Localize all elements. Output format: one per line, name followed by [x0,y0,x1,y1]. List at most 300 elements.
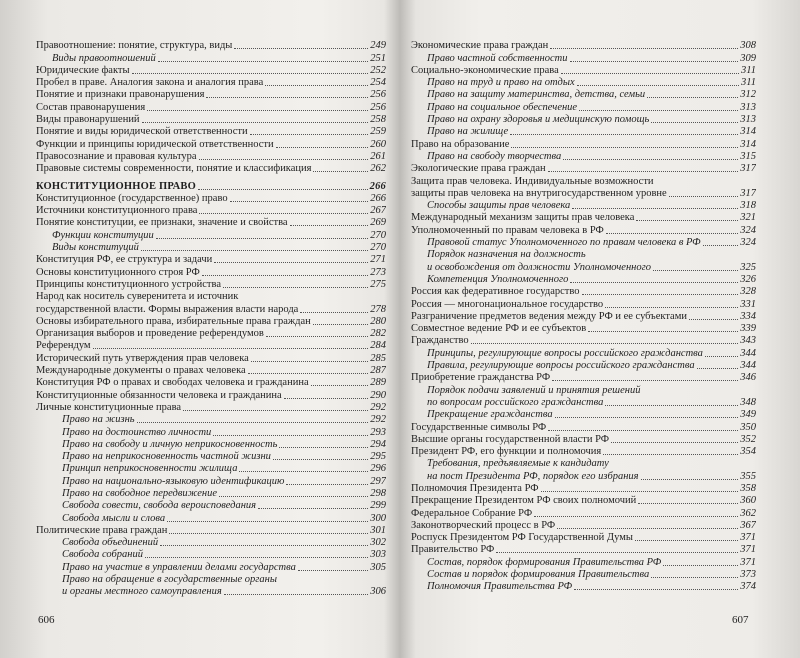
toc-entry [411,483,756,495]
toc-entry [411,298,756,310]
toc-entry-title: Понятие и виды юридической ответственности [36,126,248,138]
toc-entry-title: Федеральное Собрание РФ [411,507,533,519]
toc-entry [36,328,386,340]
toc-entry-page: 312 [740,89,756,101]
toc-leader-dots [582,294,739,295]
toc-entry-page: 371 [740,532,756,544]
toc-leader-dots [548,171,739,172]
toc-entry-title: Принципы конституционного устройства [36,278,221,290]
toc-entry [411,52,756,64]
toc-entry-title: Право на охрану здоровья и медицинскую помощь [427,114,650,126]
toc-entry [411,101,756,113]
toc-entry [36,40,386,52]
toc-entry-page: 299 [370,500,386,512]
toc-entry-title: Экономические права граждан [411,40,549,52]
toc-entry-page: 256 [370,89,386,101]
toc-entry-title: Полномочия Правительства РФ [427,581,573,593]
toc-leader-dots [265,85,368,86]
toc-leader-dots [635,540,738,541]
left-page-number: 606 [38,614,55,626]
toc-entry [36,254,386,266]
toc-entry-title: Россия — многонациональное государство [411,298,604,310]
toc-entry-title: Социально-экономические права [411,64,559,76]
toc-entry-title: Требования, предъявляемые к кандидату [427,458,609,470]
toc-leader-dots [132,73,369,74]
toc-entry [36,266,386,278]
toc-entry [411,237,756,249]
toc-entry-title: Состав и порядок формирования Правительства [427,569,650,581]
toc-entry-page: 324 [740,224,756,236]
toc-entry-title: Пробел в праве. Аналогия закона и аналогия права [36,77,264,89]
toc-entry [36,52,386,64]
toc-entry [36,402,386,414]
toc-entry [411,458,756,470]
toc-entry-title: Состав правонарушения [36,101,146,113]
toc-entry [411,421,756,433]
toc-entry [411,89,756,101]
toc-entry-title: Право на обращение в государственные органы [62,574,277,586]
toc-leader-dots [313,324,368,325]
toc-entry-title: Приобретение гражданства РФ [411,372,551,384]
toc-entry-page: 301 [370,524,386,536]
toc-leader-dots [611,442,738,443]
toc-entry-page: 303 [370,549,386,561]
toc-entry-page: 334 [740,310,756,322]
toc-leader-dots [167,521,368,522]
toc-entry-title: Источники конституционного права [36,205,198,217]
toc-entry-title: Право на свободу и личную неприкосновенность [62,438,278,450]
toc-entry-title: Международный механизм защиты прав человека [411,212,635,224]
toc-entry-title: Прекращение Президентом РФ своих полномочий [411,495,637,507]
toc-entry [411,261,756,273]
toc-leader-dots [496,552,738,553]
toc-entry [411,126,756,138]
toc-entry-title: Виды правоотношений [52,52,156,64]
toc-leader-dots [548,430,738,431]
toc-entry-page: 367 [740,519,756,531]
toc-leader-dots [605,307,738,308]
toc-entry-page: 358 [740,482,756,494]
toc-entry-title: Личные конституционные права [36,401,182,413]
toc-leader-dots [206,97,368,98]
toc-entry [36,229,386,241]
toc-entry-title: Высшие органы государственной власти РФ [411,433,610,445]
toc-entry-title: Исторический путь утверждения прав человека [36,352,249,364]
toc-entry-title: Правовой статус Уполномоченного по правам человека в РФ [427,237,701,249]
toc-entry [36,439,386,451]
toc-leader-dots [641,479,739,480]
toc-entry-title: Правоотношение: понятие, структура, виды [36,40,233,52]
toc-entry [411,532,756,544]
toc-leader-dots [202,275,369,276]
toc-entry-page: 343 [740,335,756,347]
toc-entry [411,544,756,556]
toc-entry-page: 344 [740,360,756,372]
toc-entry [411,409,756,421]
toc-entry-title: Право на образование [411,138,510,150]
toc-leader-dots [156,238,368,239]
toc-entry-title: Гражданство [411,335,469,347]
toc-entry-page: 317 [740,163,756,175]
toc-entry [36,114,386,126]
toc-entry-page: 302 [370,537,386,549]
toc-entry-page: 284 [370,340,386,352]
toc-entry [411,507,756,519]
toc-leader-dots [219,496,368,497]
toc-entry [411,175,756,187]
toc-leader-dots [258,508,368,509]
toc-entry-page: 308 [740,40,756,52]
toc-leader-dots [279,447,368,448]
toc-entry [36,586,386,598]
toc-entry-page: 280 [370,315,386,327]
toc-entry-title: Конституция РФ о правах и свободах человека и гражданина [36,377,309,389]
toc-entry-page: 350 [740,421,756,433]
toc-entry-title: Народ как носитель суверенитета и источник [36,291,239,303]
toc-leader-dots [239,471,368,472]
toc-entry-page: 324 [740,237,756,249]
toc-entry [411,40,756,52]
toc-entry-title: Право на жизнь [62,414,135,426]
toc-entry-page: 270 [370,242,386,254]
toc-entry-page: 254 [370,77,386,89]
toc-leader-dots [199,159,369,160]
toc-entry-title: Международные документы о правах человека [36,365,246,377]
toc-entry-page: 348 [740,396,756,408]
toc-entry-title: Принципы, регулирующие вопросы российского гражданства [427,347,703,359]
toc-entry [36,389,386,401]
toc-entry [36,163,386,175]
toc-entry-title: Функции и принципы юридической ответственности [36,138,274,150]
toc-entry-title: Состав, порядок формирования Правительства РФ [427,556,662,568]
toc-entry-title: Свобода совести, свобода вероисповедания [62,500,257,512]
toc-entry [411,286,756,298]
toc-leader-dots [570,61,739,62]
toc-entry [411,434,756,446]
toc-leader-dots [663,565,738,566]
toc-entry-page: 261 [370,150,386,162]
toc-entry [36,574,386,586]
toc-entry [411,446,756,458]
toc-entry-title: КОНСТИТУЦИОННОЕ ПРАВО [36,180,196,192]
toc-entry-page: 293 [370,426,386,438]
toc-entry-page: 326 [740,273,756,285]
toc-entry-title: Основы конституционного строя РФ [36,266,200,278]
toc-entry-page: 296 [370,463,386,475]
toc-leader-dots [248,373,369,374]
toc-entry [36,180,386,192]
toc-entry-page: 282 [370,328,386,340]
toc-entry-page: 346 [740,372,756,384]
toc-leader-dots [606,233,738,234]
toc-leader-dots [169,533,368,534]
toc-entry [411,495,756,507]
toc-entry-title: Функции конституции [52,229,154,241]
toc-entry-title: Экологические права граждан [411,163,546,175]
toc-entry-title: Понятие и признаки правонарушения [36,89,205,101]
toc-entry [36,279,386,291]
toc-leader-dots [313,171,368,172]
toc-leader-dots [579,110,738,111]
toc-entry-page: 292 [370,401,386,413]
toc-entry-title: на пост Президента РФ, порядок его избрания [427,470,639,482]
toc-leader-dots [570,282,738,283]
toc-entry [411,163,756,175]
toc-entry [36,316,386,328]
toc-entry-title: Правила, регулирующие вопросы российского гражданства [427,360,695,372]
toc-entry-page: 355 [740,470,756,482]
toc-entry-page: 371 [740,556,756,568]
toc-entry [36,340,386,352]
toc-entry [411,556,756,568]
toc-leader-dots [273,459,368,460]
toc-leader-dots [199,213,368,214]
toc-entry [411,212,756,224]
toc-entry [36,303,386,315]
toc-entry-page: 360 [740,495,756,507]
toc-entry-page: 325 [740,261,756,273]
toc-entry [36,89,386,101]
toc-entry-title: Право частной собственности [427,52,568,64]
toc-entry-page: 317 [740,187,756,199]
toc-entry-page: 290 [370,389,386,401]
toc-entry-title: Право на жилище [427,126,509,138]
toc-entry-page: 258 [370,114,386,126]
toc-leader-dots [689,319,738,320]
toc-entry-title: Право на участие в управлении делами государства [62,561,296,573]
toc-entry [411,470,756,482]
toc-leader-dots [251,361,368,362]
toc-entry-title: и освобождения от должности Уполномоченного [427,261,651,273]
toc-entry-title: Свобода объединений [62,537,159,549]
toc-entry-title: Право на достоинство личности [62,426,212,438]
toc-entry [36,77,386,89]
toc-entry-page: 352 [740,433,756,445]
toc-entry-title: Разграничение предметов ведения между РФ и ее субъектами [411,310,687,322]
toc-entry-page: 267 [370,205,386,217]
toc-entry [411,274,756,286]
toc-entry [36,205,386,217]
toc-entry-page: 306 [370,586,386,598]
toc-entry-page: 300 [370,512,386,524]
toc-entry-title: Право на социальное обеспечение [427,101,578,113]
toc-entry-title: Право на защиту материнства, детства, семьи [427,89,646,101]
toc-leader-dots [290,225,369,226]
toc-entry-title: Полномочия Президента РФ [411,482,539,494]
toc-entry [411,151,756,163]
toc-leader-dots [552,380,738,381]
toc-entry-title: Конституционные обязанности человека и гражданина [36,389,282,401]
toc-entry [411,520,756,532]
toc-entry-page: 292 [370,414,386,426]
toc-entry-page: 313 [740,101,756,113]
toc-entry [36,377,386,389]
toc-leader-dots [137,422,369,423]
toc-entry [411,311,756,323]
toc-entry-title: Свобода мысли и слова [62,512,166,524]
toc-leader-dots [250,134,369,135]
toc-entry [36,488,386,500]
toc-entry [411,138,756,150]
left-page-toc [36,40,386,598]
toc-entry [411,347,756,359]
toc-leader-dots [651,122,738,123]
toc-leader-dots [534,516,738,517]
toc-entry [36,151,386,163]
toc-leader-dots [577,85,739,86]
toc-entry [36,291,386,303]
toc-leader-dots [234,48,368,49]
toc-leader-dots [511,147,738,148]
toc-entry-page: 259 [370,126,386,138]
toc-leader-dots [563,159,738,160]
toc-leader-dots [158,61,369,62]
toc-entry-page: 362 [740,507,756,519]
right-page-toc [411,40,756,593]
toc-leader-dots [266,336,368,337]
toc-entry-page: 269 [370,217,386,229]
toc-entry-title: Прекращение гражданства [427,409,553,421]
toc-leader-dots [588,331,738,332]
toc-entry-page: 262 [370,163,386,175]
toc-leader-dots [603,454,738,455]
toc-entry [411,335,756,347]
toc-leader-dots [213,435,368,436]
toc-entry-page: 295 [370,451,386,463]
toc-leader-dots [93,348,369,349]
toc-entry [36,549,386,561]
toc-entry-page: 285 [370,352,386,364]
toc-entry [411,581,756,593]
toc-entry-page: 339 [740,323,756,335]
toc-entry [411,77,756,89]
toc-leader-dots [142,122,369,123]
toc-leader-dots [198,189,368,190]
toc-leader-dots [574,589,738,590]
toc-entry-page: 297 [370,475,386,487]
toc-entry-title: Совместное ведение РФ и ее субъектов [411,323,587,335]
toc-entry-title: Виды правонарушений [36,114,140,126]
toc-leader-dots [555,417,739,418]
toc-entry-page: 344 [740,347,756,359]
toc-leader-dots [647,97,738,98]
toc-entry-title: Организация выборов и проведение референдумов [36,328,264,340]
toc-leader-dots [705,356,738,357]
right-page-number: 607 [732,614,749,626]
toc-entry-title: Защита прав человека. Индивидуальные возможности [411,175,654,187]
toc-entry-title: защиты прав человека на внутригосударственном уровне [411,187,667,199]
toc-entry-page: 256 [370,101,386,113]
toc-entry-title: Правовые системы современности, понятие и классификация [36,163,312,175]
toc-entry-title: Свобода собраний [62,549,143,561]
toc-entry-title: Законотворческий процесс в РФ [411,519,556,531]
toc-leader-dots [286,484,368,485]
toc-entry-page: 305 [370,561,386,573]
toc-entry-page: 315 [740,150,756,162]
toc-entry-title: Принцип неприкосновенности жилища [62,463,238,475]
toc-entry-page: 374 [740,581,756,593]
toc-entry-page: 270 [370,229,386,241]
toc-entry-page: 314 [740,138,756,150]
toc-entry [36,512,386,524]
toc-leader-dots [300,312,368,313]
toc-entry [36,451,386,463]
toc-leader-dots [298,570,368,571]
toc-leader-dots [653,270,738,271]
toc-entry-page: 294 [370,438,386,450]
toc-entry [36,126,386,138]
toc-entry-page: 311 [741,77,756,89]
toc-entry-title: Референдум [36,340,91,352]
toc-entry [36,65,386,77]
toc-entry [411,188,756,200]
toc-entry [411,224,756,236]
toc-entry-title: Понятие конституции, ее признаки, значение и свойства [36,217,288,229]
toc-entry [36,525,386,537]
toc-entry [411,569,756,581]
toc-entry-page: 271 [370,254,386,266]
toc-entry-title: Компетенция Уполномоченного [427,273,569,285]
toc-entry-page: 252 [370,64,386,76]
toc-leader-dots [471,343,739,344]
toc-leader-dots [147,110,368,111]
toc-entry-page: 309 [740,52,756,64]
toc-entry [411,249,756,261]
toc-leader-dots [284,398,369,399]
toc-entry [36,242,386,254]
toc-leader-dots [561,73,739,74]
toc-entry [36,365,386,377]
toc-leader-dots [636,220,738,221]
toc-entry-page: 251 [370,52,386,64]
toc-entry-page: 321 [740,212,756,224]
toc-entry-page: 373 [740,569,756,581]
toc-entry-page: 371 [740,544,756,556]
toc-leader-dots [160,545,368,546]
toc-entry-title: государственной власти. Формы выражения власти народа [36,303,299,315]
toc-entry [36,500,386,512]
toc-entry-page: 249 [370,40,386,52]
toc-leader-dots [651,577,738,578]
toc-entry [36,217,386,229]
toc-entry-title: и органы местного самоуправления [62,586,222,598]
toc-entry-page: 278 [370,303,386,315]
toc-leader-dots [183,410,368,411]
toc-entry-title: Правительство РФ [411,544,495,556]
toc-entry [36,101,386,113]
toc-entry [36,426,386,438]
toc-entry-title: Правосознание и правовая культура [36,150,197,162]
toc-entry-page: 349 [740,409,756,421]
toc-entry [36,561,386,573]
toc-entry-title: Конституция РФ, ее структура и задачи [36,254,213,266]
toc-entry-title: Конституционное (государственное) право [36,192,228,204]
toc-entry [411,323,756,335]
toc-leader-dots [223,287,368,288]
toc-entry-title: Право на труд и право на отдых [427,77,575,89]
toc-leader-dots [703,245,739,246]
toc-leader-dots [224,594,368,595]
toc-leader-dots [145,557,368,558]
toc-entry-title: Уполномоченный по правам человека в РФ [411,224,604,236]
toc-leader-dots [276,147,369,148]
toc-leader-dots [214,262,368,263]
toc-entry-title: Роспуск Президентом РФ Государственной Думы [411,532,633,544]
toc-entry-page: 331 [740,298,756,310]
toc-entry-title: Виды конституций [52,242,139,254]
toc-entry-title: Право на национально-языковую идентификацию [62,475,285,487]
toc-entry-title: Основы избирательного права, избирательные права граждан [36,315,311,327]
